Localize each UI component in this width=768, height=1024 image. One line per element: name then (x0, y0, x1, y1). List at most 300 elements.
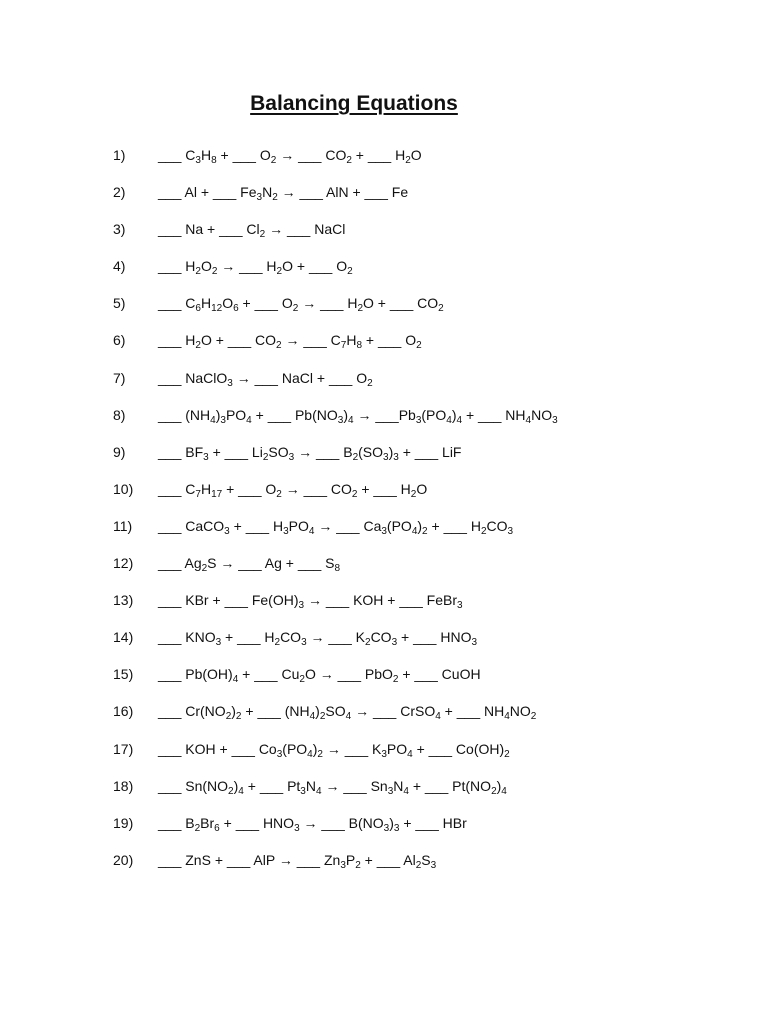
formula-subscript: 2 (270, 155, 277, 166)
chemical-formula (353, 592, 383, 608)
chemical-formula (185, 592, 208, 608)
formula-text: H (185, 258, 196, 275)
chemical-formula (426, 592, 463, 612)
chemical-formula (405, 332, 422, 352)
chemical-formula (185, 852, 211, 868)
formula-text: C (185, 147, 196, 163)
equation-text: ___ $C_3H_8$ + ___ $O_2$ → ___ $CO_2$ + ___ $H_2O$ (158, 147, 422, 166)
formula-subscript: 3 (430, 859, 437, 871)
formula-text: PO (386, 740, 408, 757)
formula-text: H (200, 295, 212, 312)
worksheet-title: Balancing Equations (250, 92, 458, 115)
formula-subscript: 4 (525, 414, 532, 426)
formula-text: NH (505, 406, 526, 423)
formula-subscript: 2 (410, 488, 417, 500)
equation-list (113, 142, 733, 884)
coefficient-blank: ___ (226, 851, 251, 868)
coefficient-blank: ___ (158, 851, 182, 868)
equation-number: 7) (113, 369, 126, 386)
coefficient-blank: ___ (325, 592, 350, 609)
coefficient-blank: ___ (158, 555, 182, 572)
yields-arrow-icon: → (319, 666, 334, 683)
formula-subscript: 2 (276, 266, 283, 278)
formula-text: Fe(OH) (251, 592, 299, 609)
formula-subscript: 3 (387, 785, 394, 797)
coefficient-blank: ___ (158, 740, 182, 757)
chemical-formula (505, 406, 558, 426)
equation-number: 17) (113, 740, 134, 757)
formula-text: NaCl (314, 221, 346, 238)
coefficient-blank: ___ (238, 480, 262, 497)
formula-text: C (185, 480, 196, 497)
coefficient-blank: ___ (399, 592, 423, 609)
formula-subscript: 3 (393, 451, 399, 463)
chemical-formula (326, 184, 349, 200)
formula-text: H (266, 258, 277, 275)
formula-text: P (345, 851, 356, 868)
coefficient-blank: ___ (158, 703, 182, 720)
equation-text: ___ $B_2Br_6$ + ___ $HNO_3$ → ___ $B(NO_3)_3$ + ___ HBr (158, 814, 467, 834)
formula-text: ) (312, 740, 318, 757)
formula-subscript: 3 (383, 822, 390, 834)
equation-text: ___ $H_2O$ + ___ $CO_2$ → ___ $C_7H_8$ + ___ $O_2$ (158, 332, 422, 352)
formula-text: CuOH (441, 666, 481, 683)
formula-text: ) (417, 517, 423, 534)
formula-subscript: 2 (195, 266, 201, 278)
formula-subscript: 3 (337, 414, 344, 426)
formula-subscript: 2 (415, 859, 422, 871)
chemical-formula (372, 740, 413, 760)
chemical-formula (294, 406, 354, 426)
formula-text: Al (403, 851, 416, 868)
formula-text: O (259, 147, 271, 163)
formula-subscript: 7 (340, 340, 347, 352)
yields-arrow-icon: → (285, 332, 300, 349)
chemical-formula (325, 555, 341, 575)
coefficient-blank: ___ (158, 406, 182, 423)
chemical-formula (185, 480, 223, 500)
equation-number: 14) (113, 629, 134, 646)
formula-text: H (200, 480, 212, 497)
chemical-formula (184, 555, 217, 575)
chemical-formula (184, 184, 196, 200)
formula-subscript: 2 (438, 303, 444, 315)
chemical-formula (251, 592, 305, 612)
coefficient-blank: ___ (303, 480, 327, 497)
formula-subscript: 2 (225, 711, 232, 723)
coefficient-blank: ___ (224, 443, 249, 460)
chemical-formula (185, 629, 222, 649)
chemical-formula (356, 369, 373, 389)
yields-arrow-icon: → (303, 814, 318, 831)
formula-subscript: 2 (346, 155, 352, 166)
coefficient-blank: ___ (158, 629, 182, 646)
coefficient-blank: ___ (364, 184, 388, 201)
formula-text: KBr (185, 592, 209, 609)
formula-text: B(NO (348, 814, 384, 831)
yields-arrow-icon: → (325, 777, 340, 794)
equation-row (113, 698, 733, 735)
formula-text: O (410, 147, 422, 163)
chemical-formula (314, 221, 345, 237)
formula-text: Co (258, 740, 277, 757)
formula-text: FeBr (426, 592, 457, 609)
coefficient-blank: ___ (254, 369, 278, 386)
chemical-formula (185, 666, 239, 686)
equation-number: 10) (113, 480, 134, 497)
formula-text: Co(OH) (455, 740, 505, 757)
equation-number: 2) (113, 184, 126, 201)
formula-text: SO (325, 703, 346, 720)
chemical-formula (370, 777, 409, 797)
equation-row (113, 847, 733, 884)
formula-subscript: 2 (194, 822, 201, 834)
formula-text: Cl (246, 221, 260, 238)
formula-text: CO (330, 480, 352, 497)
equation-number: 1) (113, 147, 126, 163)
formula-subscript: 3 (288, 451, 295, 463)
formula-text: O (282, 258, 293, 275)
equation-number: 16) (113, 703, 134, 720)
formula-text: CO (417, 295, 439, 312)
chemical-formula (455, 740, 510, 760)
formula-text: ) (231, 703, 236, 720)
formula-subscript: 4 (411, 525, 418, 537)
formula-text: C (185, 295, 196, 312)
yields-arrow-icon: → (236, 369, 251, 386)
formula-subscript: 2 (355, 859, 361, 871)
formula-text: O (304, 666, 316, 683)
chemical-formula (355, 629, 398, 649)
formula-subscript: 2 (201, 563, 208, 575)
equation-text: ___ CaCO$_3$ + ___ $H_3PO_4$ → ___ $Ca_3(PO_4)_2$ + ___ $H_2CO_3$ (158, 517, 514, 537)
equation-text: ___ $(NH_4)_3PO_4$ + ___ $Pb(NO_3)_4$ → $\_\_\_Pb_3(PO_4)_4$ + ___ $NH_4NO_3$ (158, 406, 558, 426)
formula-subscript: 4 (308, 525, 315, 537)
coefficient-blank: ___ (219, 221, 243, 238)
formula-subscript: 2 (347, 266, 353, 278)
formula-text: NO (531, 406, 553, 423)
formula-text: N (393, 777, 404, 794)
formula-subscript: 2 (274, 637, 281, 649)
coefficient-blank: ___ (298, 147, 322, 163)
formula-text: O (281, 295, 293, 312)
chemical-formula (330, 480, 358, 500)
chemical-formula (348, 814, 400, 834)
coefficient-blank: ___ (158, 147, 182, 163)
chemical-formula (185, 517, 230, 537)
equation-row (113, 365, 733, 402)
coefficient-blank: ___ (344, 740, 369, 757)
equation-row (113, 550, 733, 587)
formula-subscript: 7 (195, 488, 201, 500)
formula-text: LiF (442, 443, 462, 460)
formula-text: NO (509, 703, 531, 720)
formula-subscript: 2 (299, 674, 305, 686)
yields-arrow-icon: → (357, 406, 372, 423)
chemical-formula (395, 147, 422, 166)
coefficient-blank: ___ (158, 480, 182, 497)
formula-text: (PO (282, 740, 308, 757)
equation-text: ___ KBr + ___ $Fe(OH)_3$ → ___ KOH + ___ FeBr$_3$ (158, 592, 463, 612)
formula-text: ) (389, 814, 394, 831)
coefficient-blank: ___ (239, 258, 263, 275)
yields-arrow-icon: → (269, 221, 284, 238)
formula-text: SO (268, 443, 289, 460)
yields-arrow-icon: → (318, 517, 333, 534)
formula-text: ) (233, 777, 239, 794)
formula-subscript: 12 (211, 303, 223, 315)
formula-text: N (305, 777, 316, 794)
formula-subscript: 8 (334, 563, 341, 575)
formula-subscript: 6 (195, 303, 201, 315)
formula-text: (SO (358, 443, 384, 460)
coefficient-blank: ___ (158, 184, 182, 201)
formula-text: (PO (386, 517, 412, 534)
chemical-formula (185, 443, 209, 463)
formula-subscript: 6 (214, 822, 220, 834)
coefficient-blank: ___ (158, 517, 182, 534)
chemical-formula (185, 741, 215, 757)
equation-number: 3) (113, 221, 126, 238)
formula-text: Pt(NO (452, 777, 492, 794)
formula-subscript: 3 (415, 414, 422, 426)
coefficient-blank: ___ (303, 332, 327, 349)
formula-text: ) (215, 406, 221, 423)
chemical-formula (185, 147, 217, 166)
equation-number: 4) (113, 258, 126, 275)
formula-text: B (185, 814, 195, 831)
chemical-formula (185, 332, 212, 352)
coefficient-blank: ___ (245, 517, 270, 534)
equation-number: 6) (113, 332, 126, 349)
coefficient-blank: ___ (336, 517, 360, 534)
equation-text: ___ $KNO_3$ + ___ $H_2CO_3$ → ___ $K_2CO_3$ + ___ $HNO_3$ (158, 629, 478, 649)
formula-subscript: 4 (446, 414, 452, 426)
formula-subscript: 4 (309, 711, 316, 723)
equation-row (113, 587, 733, 624)
formula-subscript: 3 (300, 785, 306, 797)
formula-subscript: 3 (391, 637, 398, 649)
equation-row (113, 661, 733, 698)
formula-text: B (343, 443, 353, 460)
formula-subscript: 2 (357, 303, 364, 315)
chemical-formula (363, 517, 428, 537)
formula-text: O (200, 332, 212, 349)
formula-subscript: 2 (530, 711, 537, 723)
chemical-formula (470, 517, 514, 537)
formula-subscript: 3 (294, 822, 300, 834)
formula-text: Ag (264, 555, 282, 572)
yields-arrow-icon: → (298, 443, 313, 460)
equation-row (113, 476, 733, 513)
coefficient-blank: ___ (212, 184, 237, 201)
chemical-formula (240, 184, 278, 204)
formula-subscript: 4 (435, 711, 441, 723)
formula-subscript: 17 (211, 488, 223, 500)
chemical-formula (364, 666, 399, 686)
formula-subscript: 2 (367, 377, 373, 389)
coefficient-blank: ___ (320, 295, 344, 312)
yields-arrow-icon: → (355, 703, 370, 720)
formula-subscript: 4 (407, 748, 413, 760)
chemical-formula (392, 184, 408, 200)
equation-text: ___ Na + ___ $Cl_2$ → ___ NaCl (158, 221, 346, 241)
equation-row (113, 216, 733, 253)
yields-arrow-icon: → (220, 555, 235, 572)
coefficient-blank: ___ (315, 443, 340, 460)
formula-subscript: 4 (345, 711, 352, 723)
formula-text: KOH (353, 592, 384, 609)
coefficient-blank: ___ (375, 406, 399, 423)
formula-subscript: 3 (227, 377, 233, 389)
chemical-formula (484, 703, 537, 723)
formula-subscript: 2 (504, 748, 510, 760)
coefficient-blank: ___ (413, 629, 437, 646)
coefficient-blank: ___ (158, 258, 182, 275)
chemical-formula (325, 147, 352, 166)
coefficient-blank: ___ (376, 851, 401, 868)
coefficient-blank: ___ (257, 703, 281, 720)
formula-text: CO (370, 629, 392, 646)
coefficient-blank: ___ (443, 517, 467, 534)
formula-subscript: 2 (272, 192, 278, 204)
equation-row (113, 810, 733, 847)
chemical-formula (251, 443, 295, 463)
formula-subscript: 3 (507, 525, 514, 537)
formula-subscript: 3 (276, 748, 283, 760)
formula-subscript: 3 (203, 451, 209, 463)
formula-text: O (356, 369, 368, 386)
formula-subscript: 3 (195, 155, 201, 166)
formula-text: ) (343, 406, 348, 423)
chemical-formula (403, 851, 437, 871)
formula-subscript: 4 (315, 785, 322, 797)
coefficient-blank: ___ (372, 703, 397, 720)
formula-text: PbO (364, 666, 393, 683)
chemical-formula (400, 480, 428, 500)
formula-subscript: 4 (504, 711, 510, 723)
equation-row (113, 736, 733, 773)
formula-subscript: 4 (210, 414, 216, 426)
formula-text: NH (484, 703, 505, 720)
formula-text: O (363, 295, 374, 312)
formula-subscript: 2 (422, 525, 428, 537)
coefficient-blank: ___ (227, 332, 252, 349)
formula-subscript: 2 (211, 266, 218, 278)
coefficient-blank: ___ (428, 740, 453, 757)
formula-subscript: 3 (471, 637, 478, 649)
formula-subscript: 3 (220, 414, 226, 426)
formula-text: ) (315, 703, 320, 720)
chemical-formula (265, 555, 282, 571)
coefficient-blank: ___ (231, 740, 255, 757)
formula-text: O (416, 480, 428, 497)
formula-subscript: 2 (292, 303, 299, 315)
equation-number: 5) (113, 295, 126, 312)
formula-subscript: 4 (246, 414, 252, 426)
chemical-formula (442, 666, 481, 682)
equation-row (113, 142, 733, 179)
chemical-formula (185, 777, 244, 797)
formula-text: C (330, 332, 341, 349)
chemical-formula (282, 370, 313, 386)
formula-subscript: 3 (298, 600, 305, 612)
formula-subscript: 4 (347, 414, 354, 426)
coefficient-blank: ___ (235, 814, 260, 831)
equation-text: ___ $H_2O_2$ → ___ $H_2O$ + ___ $O_2$ (158, 258, 353, 278)
formula-subscript: 4 (238, 785, 244, 797)
yields-arrow-icon: → (221, 258, 236, 275)
formula-subscript: 2 (262, 451, 269, 463)
formula-text: O (222, 295, 234, 312)
coefficient-blank: ___ (308, 258, 333, 275)
formula-text: O (265, 480, 277, 497)
coefficient-blank: ___ (377, 332, 402, 349)
formula-subscript: 2 (352, 451, 359, 463)
chemical-formula (400, 703, 441, 723)
formula-text: KNO (185, 629, 216, 646)
formula-subscript: 3 (552, 414, 558, 426)
formula-subscript: 2 (319, 711, 326, 723)
equation-text: ___ Al + ___ $Fe_3N_2$ → ___ AlN + ___ Fe (158, 184, 409, 204)
coefficient-blank: ___ (158, 443, 182, 460)
coefficient-blank: ___ (478, 406, 502, 423)
formula-subscript: 4 (403, 785, 409, 797)
chemical-formula (259, 147, 277, 166)
chemical-formula (265, 480, 282, 500)
chemical-formula (347, 295, 374, 315)
formula-text: H (470, 517, 481, 534)
formula-text: Fe (240, 184, 257, 201)
formula-subscript: 3 (381, 748, 387, 760)
formula-text: Cu (281, 666, 300, 683)
formula-text: AlN (326, 184, 349, 201)
coefficient-blank: ___ (237, 629, 261, 646)
formula-text: Al (184, 184, 197, 201)
formula-subscript: 4 (307, 748, 313, 760)
coefficient-blank: ___ (158, 666, 182, 683)
chemical-formula (443, 815, 467, 831)
chemical-formula (452, 777, 507, 797)
formula-text: HNO (440, 629, 472, 646)
formula-text: Pb (398, 406, 416, 423)
chemical-formula (281, 666, 316, 686)
formula-text: CO (255, 332, 277, 349)
formula-subscript: 2 (491, 785, 497, 797)
formula-text: PO (288, 517, 309, 534)
formula-subscript: 2 (276, 488, 282, 500)
formula-subscript: 2 (392, 674, 399, 686)
formula-text: Sn(NO (185, 777, 229, 794)
yields-arrow-icon: → (281, 184, 296, 201)
formula-text: ) (451, 406, 457, 423)
formula-text: NaCl (281, 369, 313, 386)
formula-text: (NH (284, 703, 310, 720)
formula-text: ZnS (185, 851, 211, 868)
equation-text: ___ KOH + ___ $Co_3(PO_4)_2$ → ___ $K_3PO_4$ + ___ $Co(OH)_2$ (158, 740, 510, 760)
formula-subscript: 8 (356, 340, 363, 352)
chemical-formula (264, 629, 307, 649)
formula-text: HNO (262, 814, 295, 831)
equation-text: ___ ZnS + ___ AlP → ___ $Zn_3P_2$ + ___ $Al_2S_3$ (158, 851, 437, 871)
chemical-formula (272, 517, 315, 537)
formula-subscript: 3 (393, 822, 400, 834)
chemical-formula (185, 369, 233, 389)
chemical-formula (323, 851, 361, 871)
formula-text: H (347, 295, 358, 312)
coefficient-blank: ___ (297, 555, 322, 572)
equation-text: ___ $BF_3$ + ___ $Li_2SO_3$ → ___ $B_2(SO_3)_3$ + ___ LiF (158, 443, 462, 463)
